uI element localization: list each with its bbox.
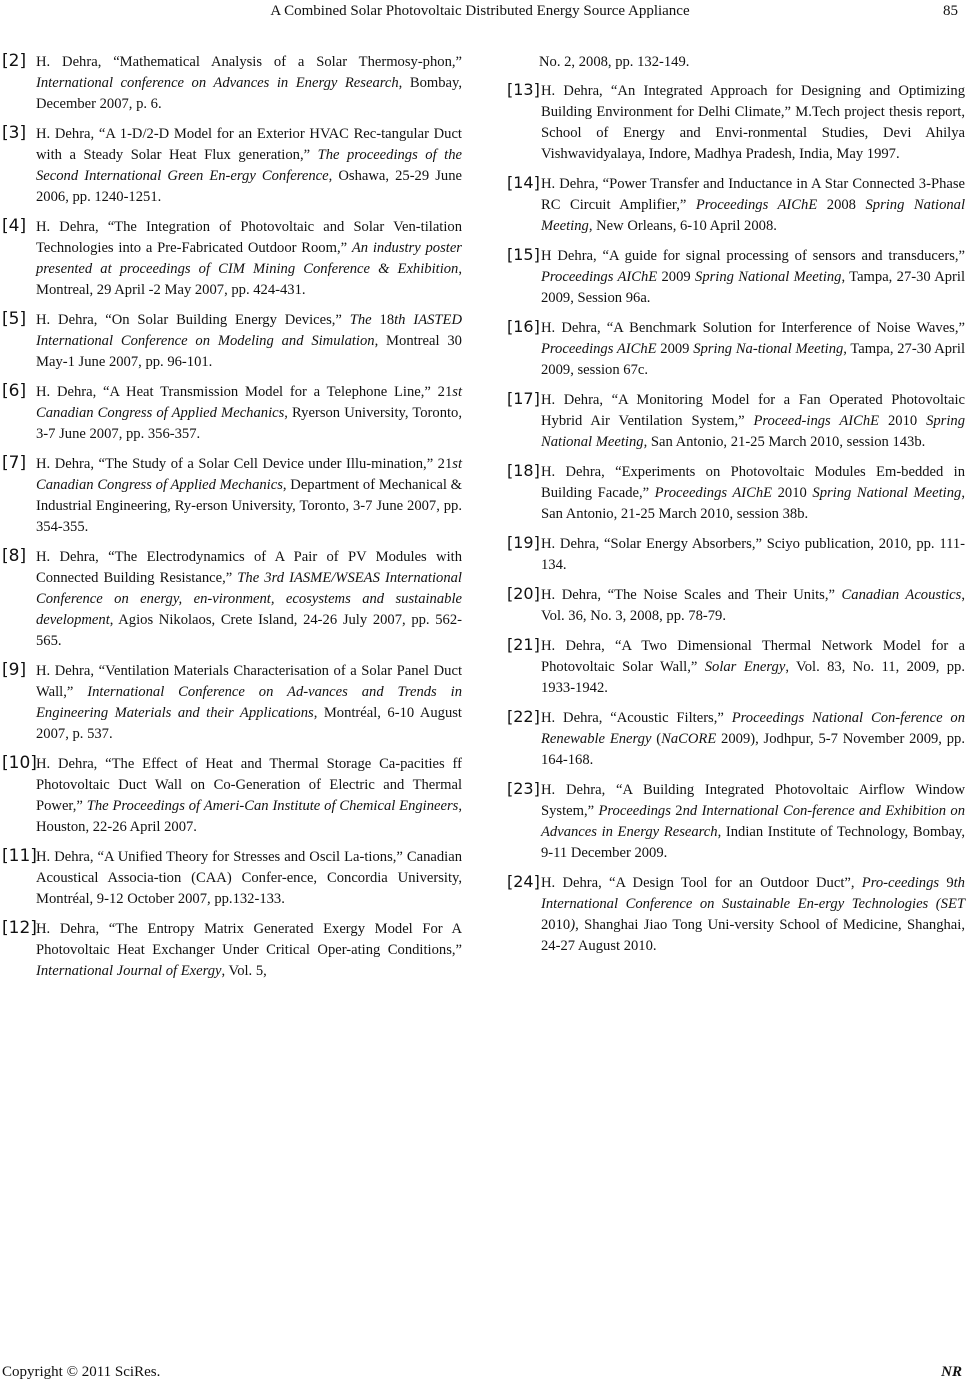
reference-item <box>2 847 462 910</box>
reference-text: H. Dehra, “Mathematical Analysis of a Solar Thermosy-phon,” International conference on Advances in Energy Research, Bombay, December 2007, p. 6. <box>36 54 462 112</box>
reference-text: H. Dehra, “Experiments on Photovoltaic Modules Em-bedded in Building Facade,” Proceedings AIChE 2010 Spring National Meeting, San Antonio, 21-25 March 2010, session 38b. <box>541 464 965 522</box>
reference-number: [22] <box>507 707 540 726</box>
reference-text: H. Dehra, “The Effect of Heat and Thermal Storage Ca-pacities ff Photovoltaic Duct Wall on Co-Generation of Electric and Thermal Power,” The Proceedings of Ameri-Can Institute of Chemical Engineers, Houston, 22-26 April 2007. <box>36 756 463 835</box>
reference-number: [24] <box>507 872 540 891</box>
reference-item <box>2 754 462 838</box>
journal-abbreviation: NR <box>941 1364 962 1380</box>
reference-number: [6] <box>2 381 27 401</box>
reference-text: H. Dehra, “A 1-D/2-D Model for an Exterior HVAC Rec-tangular Duct with a Steady Solar Heat Flux generation,” The proceedings of the Second International Green En-ergy Conference, Oshawa, 25-29 June 2006, pp. 1240-1251. <box>36 126 462 205</box>
reference-number: [18] <box>507 461 540 480</box>
reference-number: [11] <box>2 846 37 866</box>
reference-number: [16] <box>507 317 540 336</box>
reference-number: [12] <box>2 918 37 938</box>
reference-number: [2] <box>2 51 27 71</box>
reference-item <box>507 585 965 627</box>
reference-item <box>2 454 462 538</box>
page-footer <box>0 1364 968 1386</box>
reference-number: [23] <box>507 779 540 798</box>
reference-text: H. Dehra, “Power Transfer and Inductance in A Star Connected 3-Phase RC Circuit Amplifier,” Proceedings AIChE 2008 Spring National Meeting, New Orleans, 6-10 April 2008. <box>541 176 966 234</box>
reference-item <box>507 636 965 699</box>
reference-text: H. Dehra, “The Electrodynamics of A Pair of PV Modules with Connected Building Resistance,” The 3rd IASME/WSEAS International Conference on energy, en-vironment, ecosystems and sustainable development, Agios Nikolaos, Crete Island, 24-26 July 2007, pp. 562-565. <box>36 549 462 649</box>
reference-text: H. Dehra, “Solar Energy Absorbers,” Sciyo publication, 2010, pp. 111-134. <box>541 536 965 573</box>
reference-item <box>2 661 462 745</box>
page-header <box>0 0 968 26</box>
reference-text: H. Dehra, “The Study of a Solar Cell Device under Illu-mination,” 21st Canadian Congress of Applied Mechanics, Department of Mechanical & Industrial Engineering, Ry-erson University, Toronto, 3-7 June 2007, pp. 354-355. <box>36 456 462 535</box>
reference-number: [10] <box>2 753 37 773</box>
reference-text: H. Dehra, “The Entropy Matrix Generated Exergy Model For A Photovoltaic Heat Exchanger Under Critical Oper-ating Conditions,” International Journal of Exergy, Vol. 5, <box>36 921 462 979</box>
reference-number: [13] <box>507 80 540 99</box>
reference-item <box>507 318 965 381</box>
reference-item <box>2 382 462 445</box>
reference-text: H. Dehra, “Ventilation Materials Characterisation of a Solar Panel Duct Wall,” International Conference on Ad-vances and Trends in Engineering Materials and their Applications, Montréal, 6-10 August 2007, p. 537. <box>36 663 462 742</box>
reference-item <box>2 52 462 115</box>
reference-text: H Dehra, “A guide for signal processing of sensors and transducers,” Proceedings AIChE 2009 Spring National Meeting, Tampa, 27-30 April 2009, Session 96a. <box>541 248 966 306</box>
reference-item <box>507 780 965 864</box>
reference-number: [8] <box>2 546 27 566</box>
reference-text: No. 2, 2008, pp. 132-149. <box>539 54 690 70</box>
reference-item <box>2 310 462 373</box>
reference-number: [3] <box>2 123 27 143</box>
reference-item <box>507 534 965 576</box>
reference-item <box>507 462 965 525</box>
reference-number: [9] <box>2 660 27 680</box>
reference-item <box>2 217 462 301</box>
reference-text: H. Dehra, “A Unified Theory for Stresses and Oscil La-tions,” Canadian Acoustical Associa-tion (CAA) Confer-ence, Concordia University, Montréal, 9-12 October 2007, pp.132-133. <box>36 849 462 907</box>
reference-text: H. Dehra, “Acoustic Filters,” Proceedings National Con-ference on Renewable Energy (NaCORE 2009), Jodhpur, 5-7 November 2009, pp. 164-168. <box>541 710 965 768</box>
reference-continuation <box>507 52 965 73</box>
reference-text: H. Dehra, “A Heat Transmission Model for a Telephone Line,” 21st Canadian Congress of Applied Mechanics, Ryerson University, Toronto, 3-7 June 2007, pp. 356-357. <box>36 384 462 442</box>
reference-text: H. Dehra, “An Integrated Approach for Designing and Optimizing Building Environment for Delhi Climate,” M.Tech project thesis report, School of Energy and Envi-ronmental Studies, Devi Ahilya Vishwavidyalaya, Indore, Madhya Pradesh, India, May 1997. <box>541 83 965 162</box>
running-title: A Combined Solar Photovoltaic Distributed Energy Source Appliance <box>270 3 690 19</box>
reference-text: H. Dehra, “A Benchmark Solution for Interference of Noise Waves,” Proceedings AIChE 2009 Spring Na-tional Meeting, Tampa, 27-30 April 2009, session 67c. <box>541 320 966 378</box>
reference-item <box>507 873 965 957</box>
reference-item <box>2 124 462 208</box>
reference-item <box>2 919 462 982</box>
reference-text: H. Dehra, “A Monitoring Model for a Fan Operated Photovoltaic Hybrid Air Ventilation System,” Proceed-ings AIChE 2010 Spring National Meeting, San Antonio, 21-25 March 2010, session 143b. <box>541 392 965 450</box>
reference-text: H. Dehra, “A Building Integrated Photovoltaic Airflow Window System,” Proceedings 2nd International Con-ference and Exhibition on Advances in Energy Research, Indian Institute of Technology, Bombay, 9-11 December 2009. <box>541 782 966 861</box>
reference-item <box>507 390 965 453</box>
reference-number: [20] <box>507 584 540 603</box>
reference-item <box>2 547 462 652</box>
reference-number: [4] <box>2 216 27 236</box>
reference-text: H. Dehra, “The Integration of Photovoltaic and Solar Ven-tilation Technologies into a Pre-Fabricated Outdoor Room,” An industry poster presented at proceedings of CIM Mining Conference & Exhibition, Montreal, 29 April -2 May 2007, pp. 424-431. <box>36 219 462 298</box>
reference-text: H. Dehra, “On Solar Building Energy Devices,” The 18th IASTED International Conference on Modeling and Simulation, Montreal 30 May-1 June 2007, pp. 96-101. <box>36 312 462 370</box>
reference-item <box>507 174 965 237</box>
reference-item <box>507 81 965 165</box>
reference-number: [14] <box>507 173 540 192</box>
references-right-column <box>507 52 965 966</box>
reference-text: H. Dehra, “The Noise Scales and Their Units,” Canadian Acoustics, Vol. 36, No. 3, 2008, pp. 78-79. <box>541 587 965 624</box>
reference-number: [21] <box>507 635 540 654</box>
reference-item <box>507 246 965 309</box>
reference-number: [5] <box>2 309 27 329</box>
reference-text: H. Dehra, “A Two Dimensional Thermal Network Model for a Photovoltaic Solar Wall,” Solar Energy, Vol. 83, No. 11, 2009, pp. 1933-1942. <box>541 638 966 696</box>
reference-item <box>507 708 965 771</box>
reference-number: [17] <box>507 389 540 408</box>
references-left-column <box>2 52 462 991</box>
copyright-notice: Copyright © 2011 SciRes. <box>2 1364 161 1380</box>
reference-number: [19] <box>507 533 540 552</box>
reference-number: [7] <box>2 453 27 473</box>
page-number: 85 <box>943 3 958 19</box>
reference-number: [15] <box>507 245 540 264</box>
reference-text: H. Dehra, “A Design Tool for an Outdoor Duct”, Pro-ceedings 9th International Conference on Sustainable En-ergy Technologies (SET 2010), Shanghai Jiao Tong Uni-versity School of Medicine, Shanghai, 24-27 August 2010. <box>541 875 965 954</box>
